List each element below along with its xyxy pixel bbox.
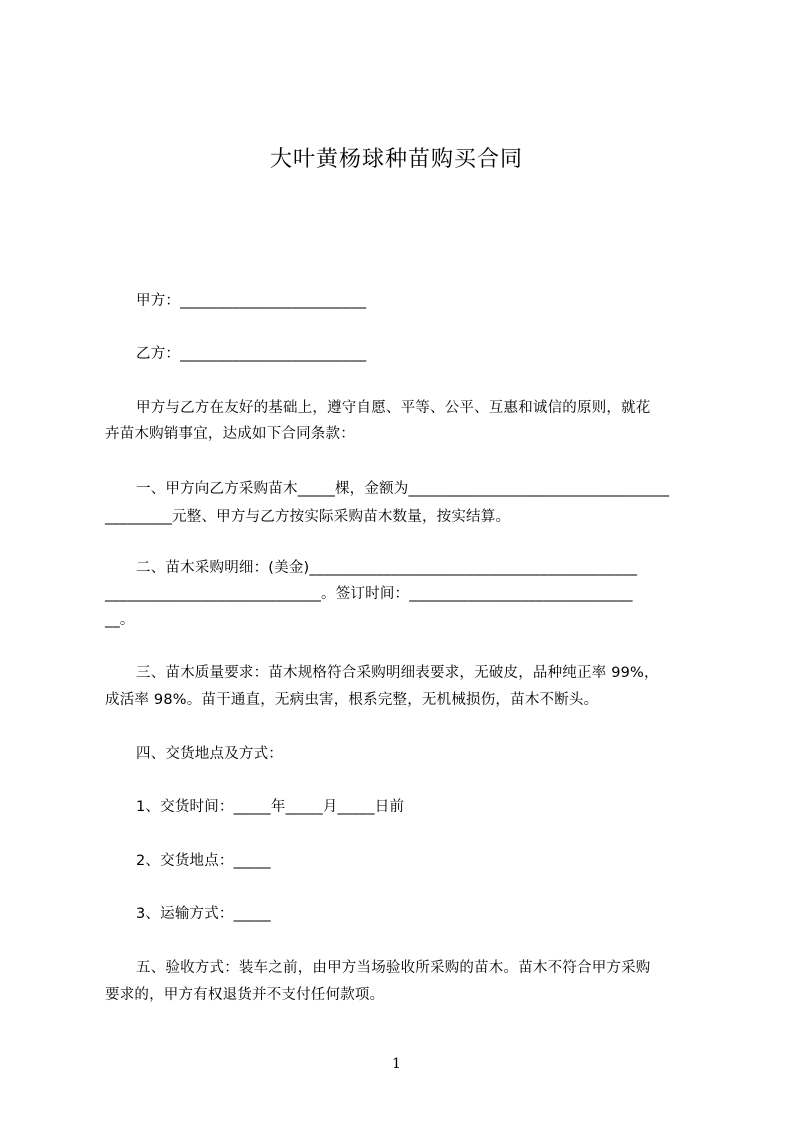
clause4-heading: 四、交货地点及方式： [136,746,283,762]
clause2-line-3: __。 [105,612,135,628]
party-b-line: 乙方：_________________________ [136,346,367,362]
clause4-item-1: 1、交货时间：_____年_____月_____日前 [136,799,405,815]
clause4-item-3: 3、运输方式：_____ [136,906,271,922]
clause1-line-1: 一、甲方向乙方采购苗木_____棵，金额为___________________________________ [136,481,670,497]
clause2-line-2: _____________________________。签订时间：______________________________ [105,586,633,602]
page-number: 1 [392,1056,401,1072]
intro-line-1: 甲方与乙方在友好的基础上，遵守自愿、平等、公平、互惠和诚信的原则，就花 [136,400,651,416]
intro-line-2: 卉苗木购销事宜，达成如下合同条款： [105,426,355,442]
clause5-line-2: 要求的，甲方有权退货并不支付任何款项。 [105,987,385,1003]
clause2-line-1: 二、苗木采购明细：(美金)____________________________________________ [136,560,638,576]
clause1-line-2: _________元整、甲方与乙方按实际采购苗木数量，按实结算。 [105,509,511,525]
document-title: 大叶黄杨球种苗购买合同 [269,147,523,172]
party-a-line: 甲方：_________________________ [136,293,367,309]
clause3-line-2: 成活率 98%。苗干通直，无病虫害，根系完整，无机械损伤，苗木不断头。 [105,692,599,708]
clause3-line-1: 三、苗木质量要求：苗木规格符合采购明细表要求，无破皮，品种纯正率 99%， [136,665,659,681]
clause5-line-1: 五、验收方式：装车之前，由甲方当场验收所采购的苗木。苗木不符合甲方采购 [136,960,651,976]
clause4-item-2: 2、交货地点：_____ [136,853,271,869]
